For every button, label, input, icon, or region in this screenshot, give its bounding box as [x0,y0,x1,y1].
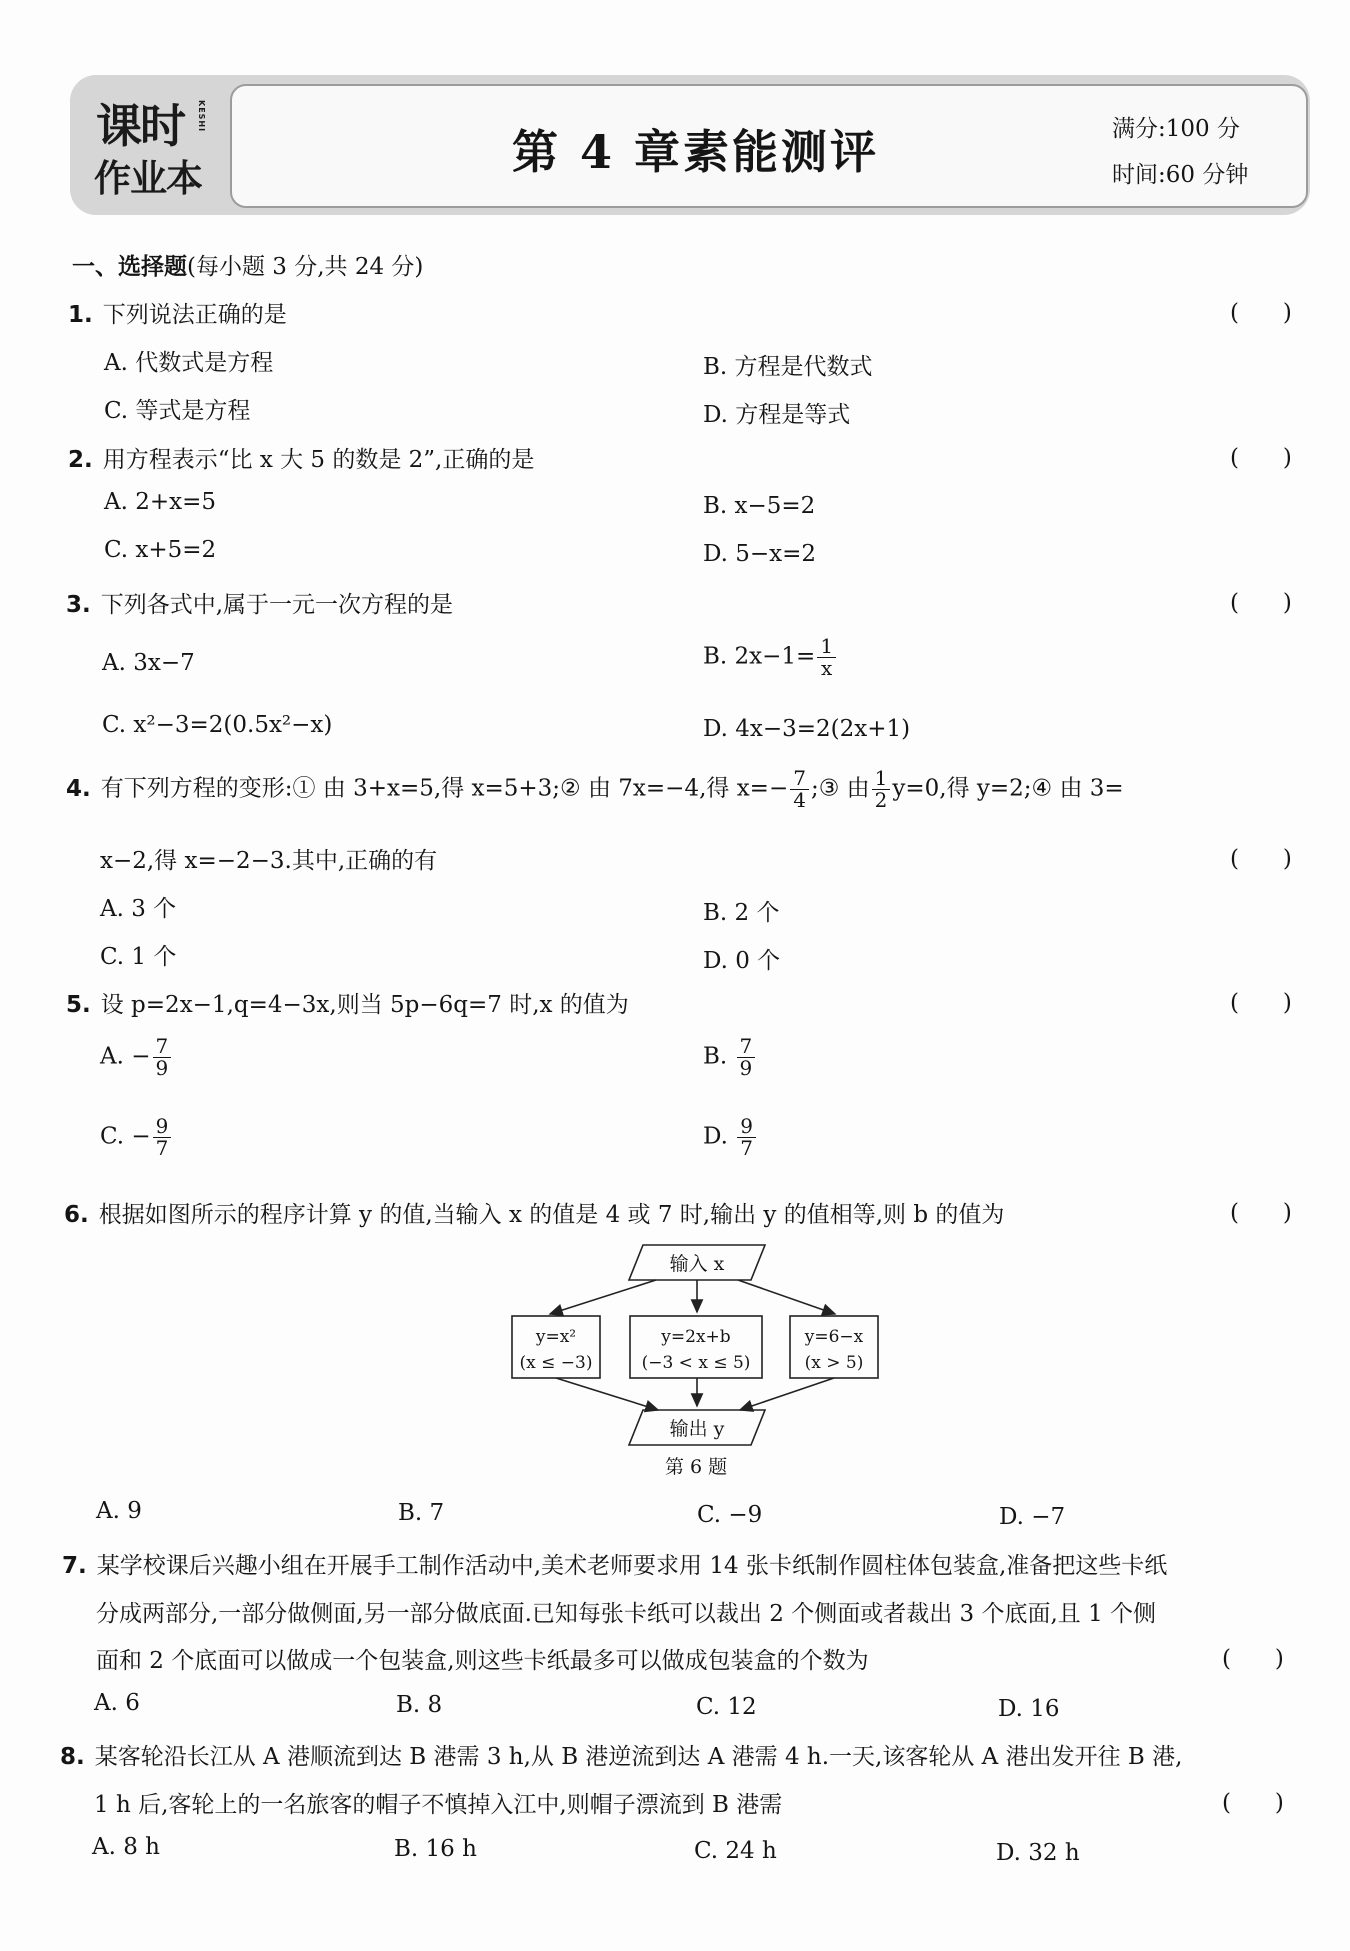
answer-blank: ( ) [1230,300,1292,326]
option-a: A. 2+x=5 [104,489,217,515]
fraction [153,1116,172,1159]
box2-condition: (−3 < x ≤ 5) [641,1353,751,1373]
option-b: B. 7 [398,1500,445,1526]
fraction [872,768,891,811]
option-c: C. −9 [697,1502,763,1528]
answer-blank: ( ) [1230,990,1292,1016]
question-6 [64,1196,1004,1229]
answer-blank: ( ) [1230,846,1292,872]
denominator: 2 [874,788,888,812]
answer-blank: ( ) [1230,590,1292,616]
option-d [703,1116,758,1159]
denominator: 7 [155,1136,169,1160]
question-1 [68,296,287,329]
question-stem: 某客轮沿长江从 A 港顺流到达 B 港需 3 h,从 B 港逆流到达 A 港需 4 h.一天,该客轮从 A 港出发开往 B 港, [94,1744,1183,1770]
numerator: 7 [790,768,809,790]
question-number: 4. [66,775,91,802]
time-limit: 时间:60 分钟 [1112,162,1249,188]
answer-blank: ( ) [1230,1200,1292,1226]
question-7 [62,1547,1167,1580]
question-number: 8. [60,1744,85,1770]
question-7-line2: 分成两部分,一部分做侧面,另一部分做底面.已知每张卡纸可以裁出 2 个侧面或者裁出 3 个底面,且 1 个侧 [96,1601,1157,1627]
option-c: C. 12 [696,1694,757,1720]
option-c: C. x+5=2 [104,537,217,563]
stem-part: y=0,得 y=2;④ 由 3= [892,775,1124,802]
section-note: (每小题 3 分,共 24 分) [187,254,424,280]
denominator: 7 [740,1136,753,1160]
arrow-from-box1 [556,1378,658,1410]
numerator: 9 [153,1116,172,1138]
question-stem: 下列各式中,属于一元一次方程的是 [100,592,454,618]
option-b [703,636,838,679]
option-a: A. 8 h [92,1834,160,1860]
question-stem: 根据如图所示的程序计算 y 的值,当输入 x 的值是 4 或 7 时,输出 y 的值相等,则 b 的值为 [98,1202,1005,1228]
page-title: 第 4 章素能测评 [512,125,880,179]
question-5 [66,986,629,1019]
option-text: C. − [100,1123,151,1150]
option-a: A. 9 [96,1498,142,1524]
question-4-line2: x−2,得 x=−2−3.其中,正确的有 [100,848,438,874]
option-d: D. 5−x=2 [703,541,817,567]
option-c [100,1116,173,1159]
option-b: B. 方程是代数式 [703,354,873,380]
option-a [100,1036,173,1079]
option-c: C. 1 个 [100,944,177,970]
option-text: B. [703,1043,735,1070]
numerator: 1 [817,636,836,658]
question-8 [60,1738,1182,1771]
box3-formula: y=6−x [804,1327,864,1347]
option-b: B. 2 个 [703,900,780,926]
question-8-line2: 1 h 后,客轮上的一名旅客的帽子不慎掉入江中,则帽子漂流到 B 港需 [94,1792,783,1818]
denominator: 9 [739,1056,753,1080]
option-d: D. −7 [999,1504,1066,1530]
option-a: A. 代数式是方程 [104,350,274,376]
option-text: B. 2x−1= [703,643,816,670]
answer-blank: ( ) [1222,1790,1284,1816]
box2-formula: y=2x+b [661,1327,731,1347]
answer-blank: ( ) [1230,445,1292,471]
question-number: 6. [64,1202,89,1228]
arrow-from-box3 [740,1378,834,1410]
arrow-to-box1 [550,1280,656,1314]
question-number: 5. [66,992,91,1018]
question-stem: 设 p=2x−1,q=4−3x,则当 5p−6q=7 时,x 的值为 [100,992,629,1018]
question-stem: 下列说法正确的是 [102,302,287,328]
flow-input-label: 输入 x [669,1253,725,1275]
question-4 [66,768,1124,811]
question-number: 2. [68,447,93,473]
box1-formula: y=x² [535,1327,577,1347]
box3-condition: (x > 5) [804,1353,864,1373]
option-a: A. 6 [94,1690,140,1716]
stem-part: ;③ 由 [810,775,870,802]
option-b: B. 16 h [394,1836,477,1862]
fraction [153,1036,172,1079]
question-stem: 用方程表示“比 x 大 5 的数是 2”,正确的是 [102,447,535,473]
figure-caption: 第 6 题 [665,1456,728,1478]
option-c: C. 24 h [694,1838,777,1864]
denominator: 9 [155,1056,169,1080]
denominator: 4 [793,788,806,812]
box1-condition: (x ≤ −3) [519,1353,593,1373]
option-b [703,1036,757,1079]
option-d: D. 0 个 [703,948,781,974]
denominator: x [821,656,833,680]
option-text: A. − [100,1043,151,1070]
question-3 [66,586,453,619]
numerator: 1 [872,768,891,790]
arrow-to-box3 [738,1280,835,1314]
option-a: A. 3 个 [100,896,177,922]
numerator: 9 [737,1116,756,1138]
logo-line2: 作业本 [94,157,202,200]
option-c: C. x²−3=2(0.5x²−x) [102,712,333,738]
option-b: B. x−5=2 [703,493,816,519]
answer-blank: ( ) [1222,1646,1284,1672]
question-stem: 某学校课后兴趣小组在开展手工制作活动中,美术老师要求用 14 张卡纸制作圆柱体包装盒,准备把这些卡纸 [96,1553,1168,1579]
stem-part: 有下列方程的变形:① 由 3+x=5,得 x=5+3;② 由 7x=−4,得 x=− [100,775,789,802]
section-label: 一、选择题 [72,254,187,280]
question-7-line3: 面和 2 个底面可以做成一个包装盒,则这些卡纸最多可以做成包装盒的个数为 [96,1648,869,1674]
logo-tiny: KESHI [197,100,206,133]
option-b: B. 8 [396,1692,443,1718]
question-number: 1. [68,302,93,328]
full-score: 满分:100 分 [1112,116,1240,142]
fraction [790,768,809,811]
option-c: C. 等式是方程 [104,398,251,424]
flow-output-label: 输出 y [669,1418,725,1440]
question-2 [68,441,534,474]
option-text: D. [703,1123,736,1150]
logo [82,84,218,206]
question-number: 3. [66,592,91,618]
option-d: D. 32 h [996,1840,1080,1866]
option-d: D. 方程是等式 [703,402,851,428]
option-a: A. 3x−7 [102,650,195,676]
fraction [737,1116,756,1159]
fraction [737,1036,756,1079]
section-heading [72,248,423,281]
fraction [817,636,836,679]
numerator: 7 [153,1036,172,1058]
option-d: D. 4x−3=2(2x+1) [703,716,911,742]
numerator: 7 [737,1036,756,1058]
flowchart [500,1240,900,1448]
logo-line1: 课时 [96,99,184,153]
option-d: D. 16 [998,1696,1060,1722]
question-number: 7. [62,1553,87,1579]
